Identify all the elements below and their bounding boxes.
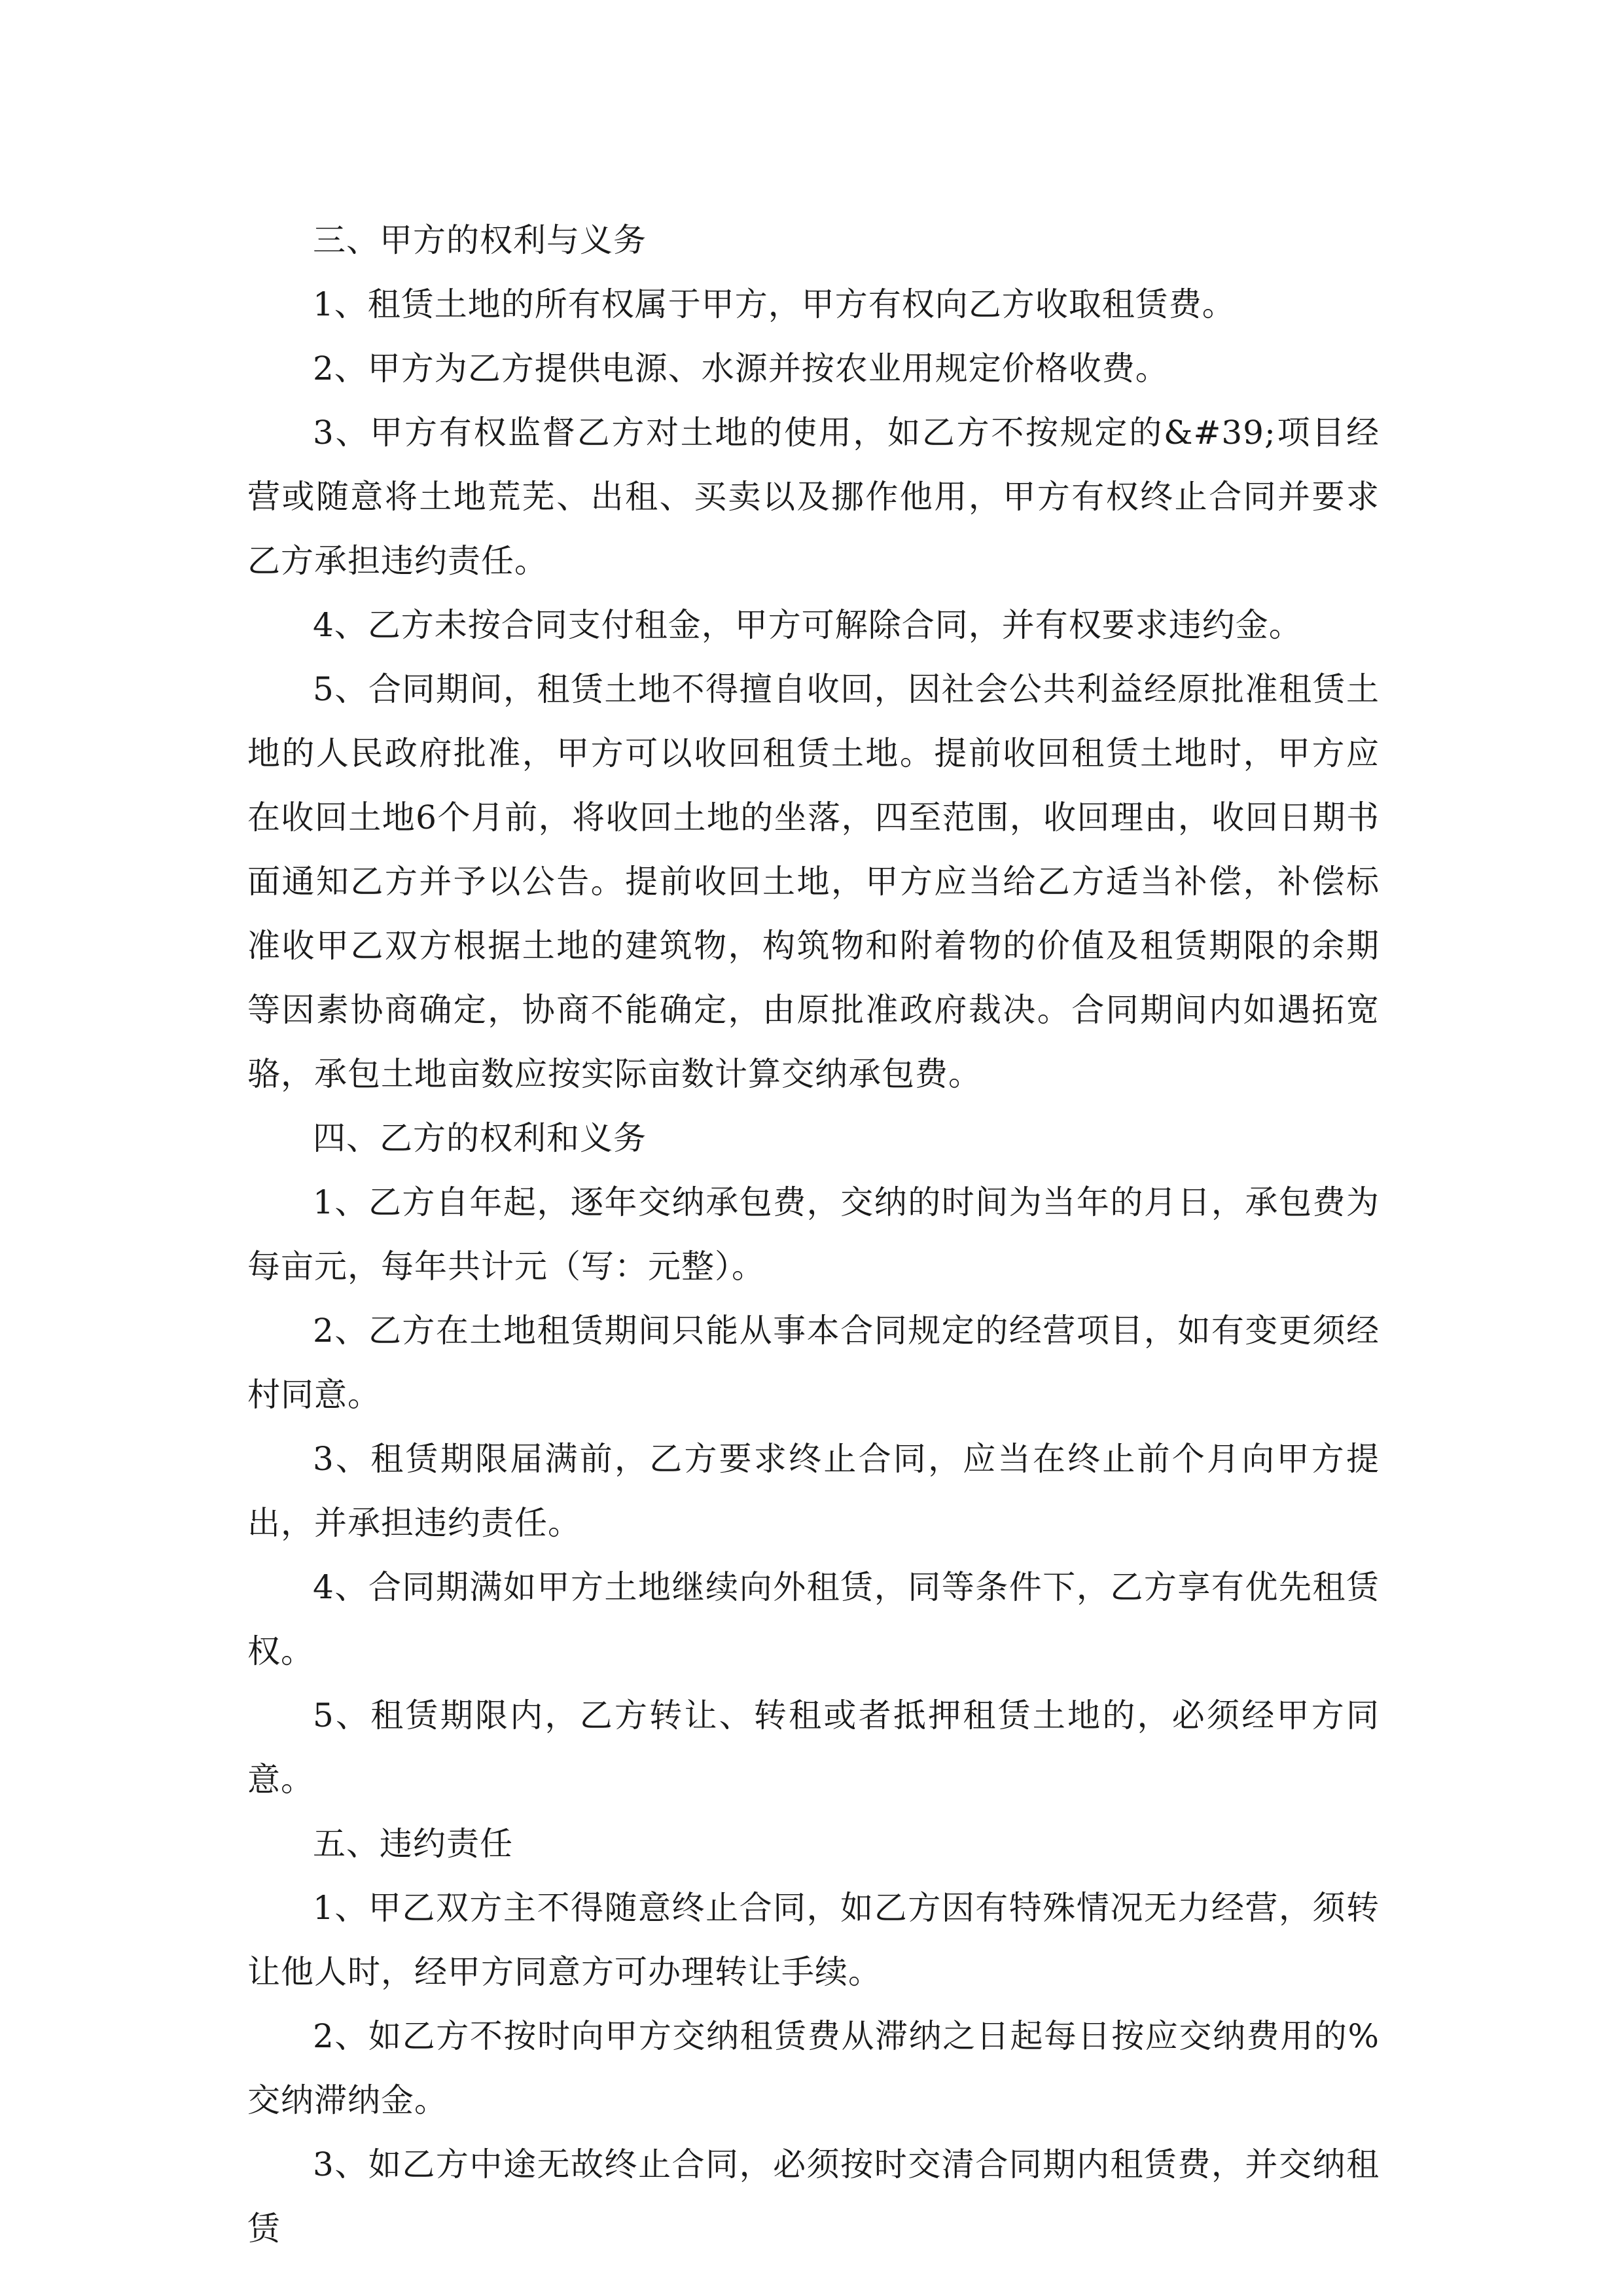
clause-paragraph: 1、甲乙双方主不得随意终止合同，如乙方因有特殊情况无力经营，须转让他人时，经甲方同意方可办理转让手续。 xyxy=(247,1889,1380,1991)
clause-paragraph: 1、租赁土地的所有权属于甲方，甲方有权向乙方收取租赁费。 xyxy=(313,285,1236,323)
clause-paragraph: 5、租赁期限内，乙方转让、转租或者抵押租赁土地的，必须经甲方同意。 xyxy=(247,1696,1380,1799)
clause-paragraph: 4、乙方未按合同支付租金，甲方可解除合同，并有权要求违约金。 xyxy=(313,606,1302,644)
document-body xyxy=(247,208,1380,2261)
clause-paragraph: 3、甲方有权监督乙方对土地的使用，如乙方不按规定的&#39;项目经营或随意将土地荒芜、出租、买卖以及挪作他用，甲方有权终止合同并要求乙方承担违约责任。 xyxy=(247,414,1380,580)
clause-paragraph: 3、如乙方中途无故终止合同，必须按时交清合同期内租赁费，并交纳租赁 xyxy=(247,2145,1380,2248)
clause-paragraph: 2、如乙方不按时向甲方交纳租赁费从滞纳之日起每日按应交纳费用的%交纳滞纳金。 xyxy=(247,2017,1380,2119)
section-heading-party-b-rights: 四、乙方的权利和义务 xyxy=(313,1119,647,1157)
clause-paragraph: 5、合同期间，租赁土地不得擅自收回，因社会公共利益经原批准租赁土地的人民政府批准，甲方可以收回租赁土地。提前收回租赁土地时，甲方应在收回土地6个月前，将收回土地的坐落，四至范围，收回理由，收回日期书面通知乙方并予以公告。提前收回土地，甲方应当给乙方适当补偿，补偿标准收甲乙双方根据土地的建筑物，构筑物和附着物的价值及租赁期限的余期等因素协商确定，协商不能确定，由原批准政府裁决。合同期间内如遇拓宽骆，承包土地亩数应按实际亩数计算交纳承包费。 xyxy=(247,670,1380,1093)
section-heading-party-a-rights: 三、甲方的权利与义务 xyxy=(313,221,647,259)
clause-paragraph: 4、合同期满如甲方土地继续向外租赁，同等条件下，乙方享有优先租赁权。 xyxy=(247,1568,1380,1670)
clause-paragraph: 2、乙方在土地租赁期间只能从事本合同规定的经营项目，如有变更须经村同意。 xyxy=(247,1312,1380,1414)
section-heading-breach-liability: 五、违约责任 xyxy=(313,1825,513,1863)
clause-paragraph: 3、租赁期限届满前，乙方要求终止合同，应当在终止前个月向甲方提出，并承担违约责任。 xyxy=(247,1440,1380,1542)
clause-paragraph: 1、乙方自年起，逐年交纳承包费，交纳的时间为当年的月日，承包费为每亩元，每年共计元（写：元整）。 xyxy=(247,1183,1380,1285)
clause-paragraph: 2、甲方为乙方提供电源、水源并按农业用规定价格收费。 xyxy=(313,350,1169,387)
